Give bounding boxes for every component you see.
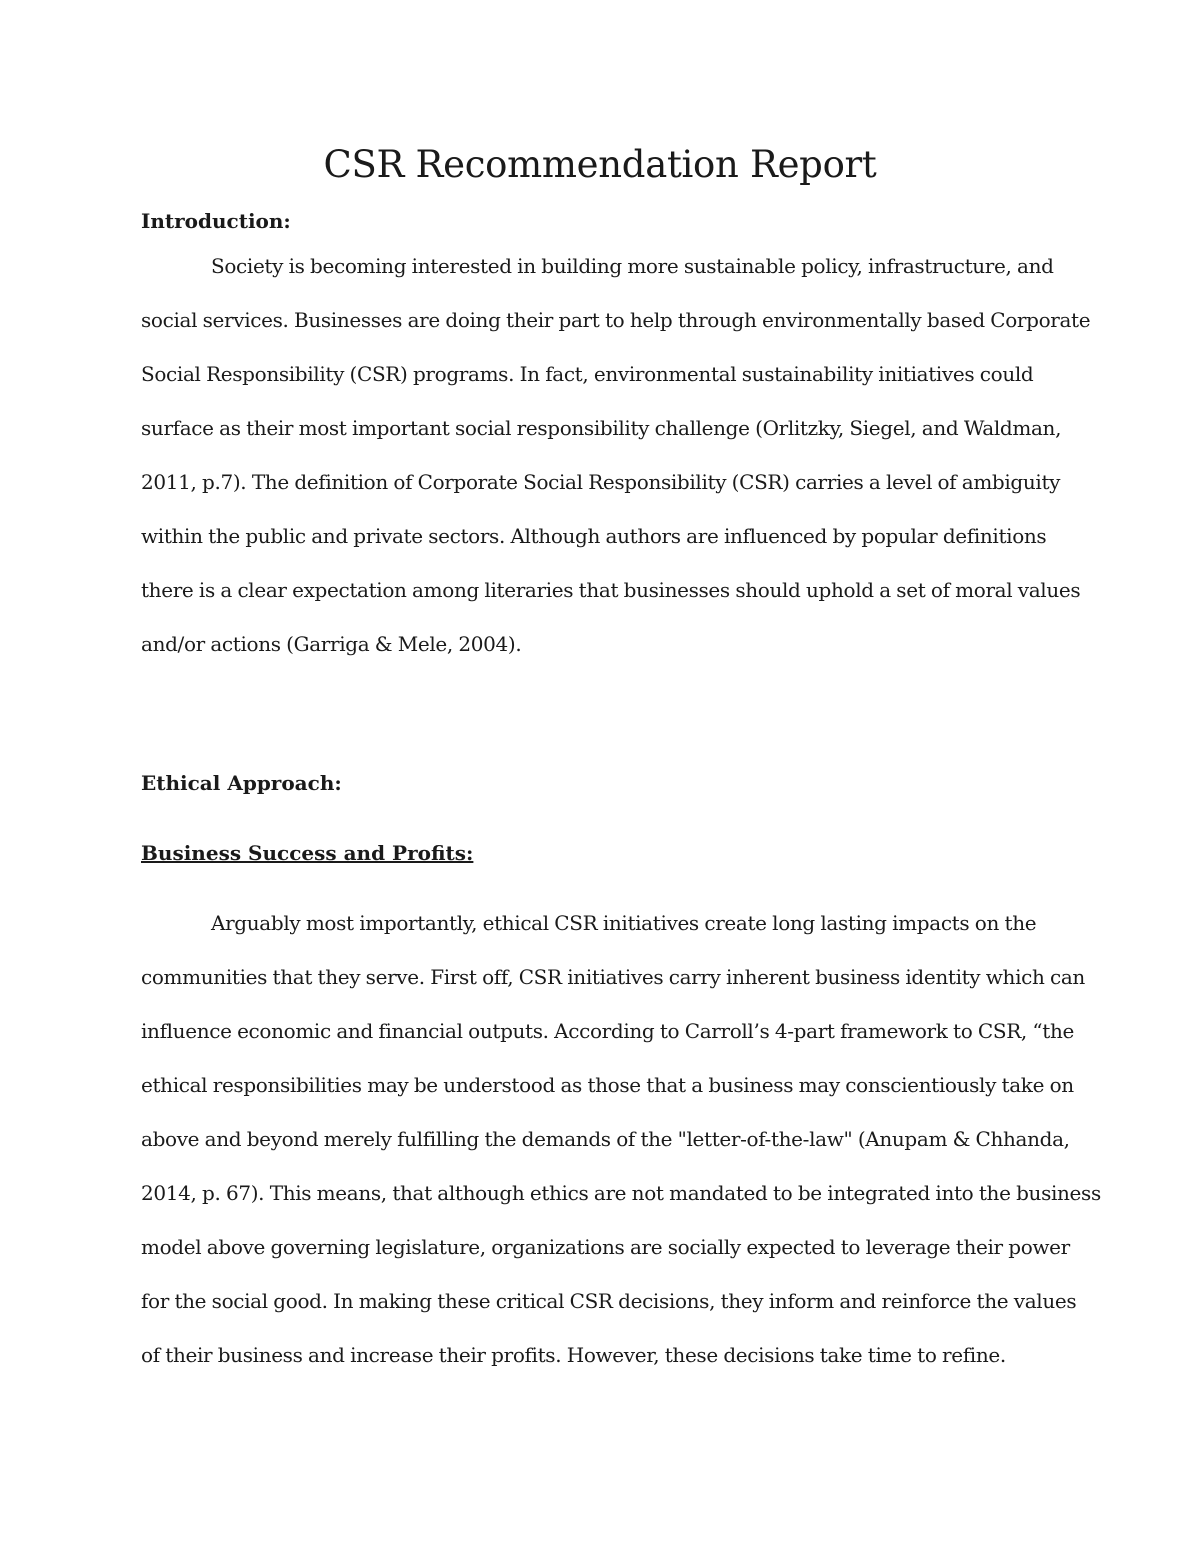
paragraph-line: ethical responsibilities may be understood as those that a business may conscientiously take on: [141, 1073, 1074, 1097]
paragraph-line: Society is becoming interested in building more sustainable policy, infrastructure, and: [211, 254, 1054, 278]
paragraph-line: influence economic and financial outputs. According to Carroll’s 4-part framework to CSR, “the: [141, 1019, 1074, 1043]
paragraph-line: above and beyond merely fulfilling the demands of the "letter-of-the-law" (Anupam & Chhanda,: [141, 1127, 1070, 1151]
paragraph-line: 2011, p.7). The definition of Corporate Social Responsibility (CSR) carries a level of ambiguity: [141, 470, 1061, 494]
ethical-approach-heading: Ethical Approach:: [141, 771, 342, 795]
paragraph-line: 2014, p. 67). This means, that although ethics are not mandated to be integrated into the business: [141, 1181, 1101, 1205]
document-title: CSR Recommendation Report: [323, 143, 877, 186]
business-success-paragraph: [141, 896, 1101, 1382]
paragraph-line: within the public and private sectors. Although authors are influenced by popular definitions: [141, 524, 1047, 548]
introduction-heading: Introduction:: [141, 209, 291, 233]
paragraph-line: for the social good. In making these critical CSR decisions, they inform and reinforce the values: [141, 1289, 1077, 1313]
paragraph-line: Arguably most importantly, ethical CSR initiatives create long lasting impacts on the: [211, 911, 1037, 935]
paragraph-line: and/or actions (Garriga & Mele, 2004).: [141, 632, 522, 656]
paragraph-line: Social Responsibility (CSR) programs. In fact, environmental sustainability initiatives could: [141, 362, 1034, 386]
paragraph-line: social services. Businesses are doing their part to help through environmentally based Corporate: [141, 308, 1091, 332]
paragraph-line: communities that they serve. First off, CSR initiatives carry inherent business identity which can: [141, 965, 1085, 989]
paragraph-line: there is a clear expectation among literaries that businesses should uphold a set of moral values: [141, 578, 1081, 602]
paragraph-line: model above governing legislature, organizations are socially expected to leverage their power: [141, 1235, 1070, 1259]
business-success-subheading: Business Success and Profits:: [141, 841, 474, 865]
paragraph-line: surface as their most important social responsibility challenge (Orlitzky, Siegel, and Waldman,: [141, 416, 1062, 440]
introduction-paragraph: [141, 239, 1091, 671]
paragraph-line: of their business and increase their profits. However, these decisions take time to refine.: [141, 1343, 1006, 1367]
